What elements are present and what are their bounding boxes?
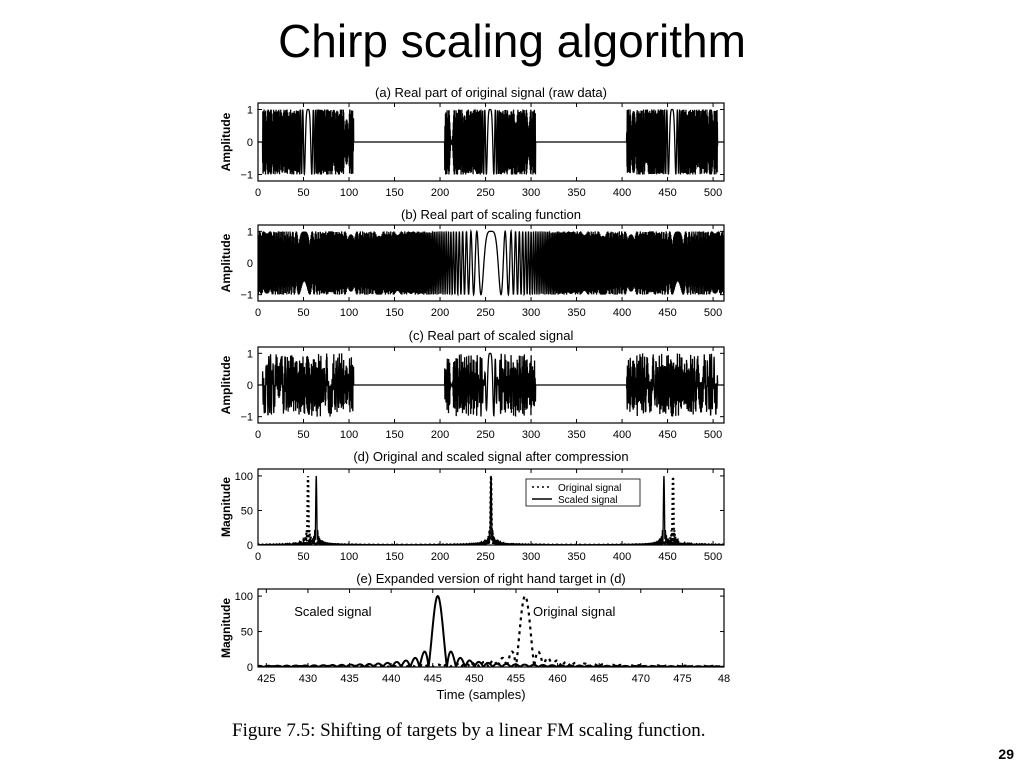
x-tick-label: 200 [430, 551, 450, 563]
chart-title: (e) Expanded version of right hand target in (d) [356, 571, 626, 586]
x-tick-label: 465 [589, 673, 609, 685]
y-tick-label: 100 [234, 470, 253, 483]
x-tick-label: 440 [381, 673, 401, 685]
plot-area [258, 110, 724, 175]
x-tick-label: 350 [567, 429, 586, 441]
x-tick-label: 350 [567, 551, 586, 563]
x-tick-label: 430 [298, 673, 318, 685]
series-signal [258, 353, 724, 416]
x-tick-label: 250 [476, 429, 495, 441]
x-tick-label: 450 [465, 673, 484, 685]
x-tick-label: 100 [339, 187, 359, 199]
chart-a [219, 85, 724, 199]
x-tick-label: 400 [612, 551, 632, 563]
x-tick-label: 150 [385, 187, 404, 199]
x-axis-label: Time (samples) [436, 687, 526, 702]
y-tick-label: −1 [240, 169, 253, 182]
x-tick-label: 50 [297, 187, 310, 199]
x-tick-label: 450 [658, 551, 677, 563]
slide-title: Chirp scaling algorithm [278, 15, 746, 67]
page-number: 29 [998, 746, 1014, 762]
x-tick-label: 500 [703, 307, 723, 319]
x-tick-label: 200 [430, 187, 450, 199]
x-tick-label: 50 [297, 307, 310, 319]
x-tick-label: 0 [254, 307, 262, 319]
chart-title: (a) Real part of original signal (raw data) [375, 85, 607, 100]
x-tick-label: 300 [521, 551, 541, 563]
x-tick-label: 500 [703, 429, 723, 441]
chart-title: (d) Original and scaled signal after compression [353, 449, 629, 464]
y-axis-label: Amplitude [219, 112, 233, 172]
x-tick-label: 500 [703, 551, 723, 563]
x-tick-label: 450 [658, 187, 677, 199]
x-tick-label: 500 [703, 187, 723, 199]
x-tick-label: 150 [385, 307, 404, 319]
x-tick-label: 475 [673, 673, 692, 685]
y-tick-label: 50 [240, 626, 253, 639]
x-tick-label: 250 [476, 187, 495, 199]
x-tick-label: 445 [423, 673, 442, 685]
x-tick-label: 450 [658, 429, 677, 441]
legend-label: Original signal [558, 483, 622, 494]
x-tick-label: 400 [612, 429, 632, 441]
x-tick-label: 50 [297, 551, 310, 563]
chart-c [219, 328, 724, 441]
x-tick-label: 100 [339, 551, 359, 563]
x-tick-label: 425 [257, 673, 276, 685]
y-axis-label: Amplitude [219, 355, 233, 415]
y-axis-label: Amplitude [219, 233, 233, 293]
x-tick-label: 300 [521, 187, 541, 199]
series-signal [258, 110, 724, 175]
y-tick-label: 0 [246, 380, 253, 392]
x-tick-label: 200 [430, 429, 450, 441]
y-tick-label: 0 [246, 137, 253, 149]
annotation: Original signal [533, 603, 616, 619]
y-tick-label: 50 [240, 505, 253, 518]
figure-caption: Figure 7.5: Shifting of targets by a linear FM scaling function. [232, 720, 706, 741]
y-tick-label: 1 [246, 104, 253, 117]
plot-frame [258, 589, 724, 667]
y-tick-label: 1 [246, 348, 253, 361]
x-tick-label: 150 [385, 551, 404, 563]
plot-area [258, 231, 724, 294]
x-tick-label: 450 [658, 307, 677, 319]
x-tick-label: 350 [567, 187, 586, 199]
y-tick-label: 1 [246, 226, 253, 239]
y-axis-label: Magnitude [219, 598, 233, 658]
plot-area [258, 353, 724, 416]
x-tick-label: 455 [506, 673, 526, 685]
x-tick-label: 300 [521, 429, 541, 441]
y-tick-label: −1 [240, 289, 253, 302]
x-tick-label: 100 [339, 429, 359, 441]
x-tick-label: 100 [339, 307, 359, 319]
legend [526, 479, 640, 506]
x-tick-label: 300 [521, 307, 541, 319]
x-tick-label: 400 [612, 187, 632, 199]
chart-title: (c) Real part of scaled signal [408, 328, 574, 343]
chart-d [219, 449, 724, 563]
y-tick-label: 100 [234, 591, 253, 604]
x-tick-label: 250 [476, 551, 495, 563]
x-tick-label: 460 [548, 673, 567, 685]
y-tick-label: −1 [240, 411, 253, 424]
chart-title: (b) Real part of scaling function [401, 207, 581, 222]
series-scaling-function [258, 231, 724, 294]
legend-label: Scaled signal [558, 495, 618, 506]
x-tick-label: 0 [254, 551, 262, 563]
x-tick-label: 470 [631, 673, 650, 685]
x-tick-label: 0 [254, 187, 262, 199]
x-tick-label: 48 [717, 673, 731, 685]
x-tick-label: 0 [254, 429, 262, 441]
y-tick-label: 0 [246, 258, 253, 270]
y-axis-label: Magnitude [219, 477, 233, 537]
x-tick-label: 400 [612, 307, 632, 319]
x-tick-label: 200 [430, 307, 450, 319]
x-tick-label: 350 [567, 307, 586, 319]
y-tick-label: 0 [246, 540, 253, 552]
x-tick-label: 250 [476, 307, 495, 319]
x-tick-label: 150 [385, 429, 404, 441]
y-tick-label: 0 [246, 662, 253, 674]
x-tick-label: 50 [297, 429, 310, 441]
x-tick-label: 435 [340, 673, 359, 685]
annotation: Scaled signal [294, 603, 372, 619]
chart-b [219, 207, 724, 319]
chart-e [219, 571, 730, 702]
plot-area [258, 476, 724, 545]
